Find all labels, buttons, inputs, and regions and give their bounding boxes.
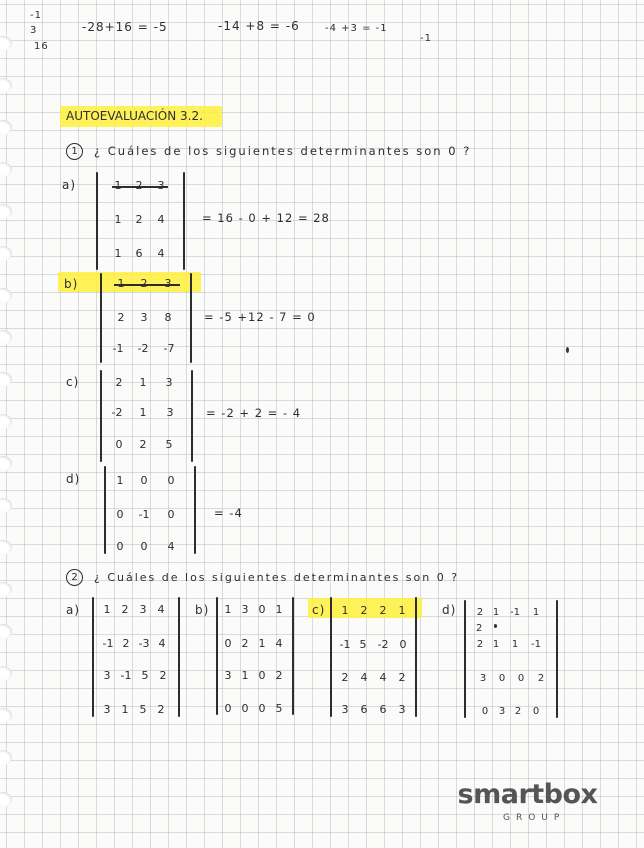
q1-a-bar-left (96, 172, 98, 270)
q2-b-bar-right (292, 597, 294, 715)
q2-a-bar-left (92, 597, 94, 717)
binding-hole (0, 36, 12, 51)
q2-d-row-3: 3 0 0 2 (479, 673, 545, 684)
q2-c-row-1: 1 2 2 1 (341, 604, 406, 617)
q2-a-row-2: -1 2 -3 4 (102, 637, 166, 650)
equation-3: -4 +3 = -1 (325, 23, 388, 34)
binding-hole (0, 624, 12, 639)
q1-a-row-2: 1 2 4 (114, 213, 165, 226)
q1-c-row-1: 2 1 3 (115, 376, 173, 389)
question-2-number: 2 (66, 569, 83, 586)
q1-c-result: = -2 + 2 = - 4 (206, 406, 302, 420)
q1-a-bar-right (183, 172, 185, 270)
q2-d-label: d) (442, 603, 457, 617)
q2-b-row-4: 0 0 0 5 (224, 702, 283, 715)
q1-c-row-2: -2 1 3 (111, 406, 174, 419)
section-heading: AUTOEVALUACIÓN 3.2. (66, 109, 203, 123)
q2-a-row-4: 3 1 5 2 (103, 703, 165, 716)
binding-hole (0, 372, 12, 387)
binding-hole (0, 78, 12, 93)
q2-a-bar-right (178, 597, 180, 717)
binding-hole (0, 330, 12, 345)
q1-b-result: = -5 +12 - 7 = 0 (204, 310, 316, 324)
q1-c-bar-left (100, 370, 102, 462)
q2-c-bar-right (415, 597, 417, 717)
question-2-text: ¿ Cuáles de los siguientes determinantes son 0 ? (94, 571, 460, 584)
q1-c-label: c) (66, 375, 80, 389)
q2-d-row-2: 2 1 1 -1 (476, 639, 541, 650)
q2-b-row-1: 1 3 0 1 (224, 603, 283, 616)
fraction-mid: 3 (30, 25, 38, 36)
equation-2: -14 +8 = -6 (218, 19, 300, 33)
binding-hole (0, 162, 12, 177)
q2-b-row-3: 3 1 0 2 (224, 669, 283, 682)
q2-b-bar-left (216, 597, 218, 715)
binding-hole (0, 750, 12, 765)
logo-wordmark: smartbox (457, 779, 598, 810)
equation-4: -1 (420, 33, 432, 44)
equation-1: -28+16 = -5 (82, 20, 168, 34)
binding-hole (0, 204, 12, 219)
binding-hole (0, 498, 12, 513)
q2-b-label: b) (195, 603, 210, 617)
q1-c-bar-right (191, 370, 193, 462)
q1-b-row-2: 2 3 8 (117, 311, 172, 324)
q1-d-result: = -4 (214, 506, 243, 520)
question-1-number: 1 (66, 143, 83, 160)
q1-a-row-1: 1 2 3 (114, 179, 165, 192)
q2-a-label: a) (66, 603, 81, 617)
q1-b-bar-right (190, 273, 192, 363)
q2-d-row-4: 0 3 2 0 (481, 706, 540, 717)
q2-c-label: c) (312, 603, 326, 617)
ink-dot (494, 624, 497, 628)
q1-d-row-1: 1 0 0 (116, 474, 175, 487)
q2-c-row-3: 2 4 4 2 (341, 671, 406, 684)
q1-a-label: a) (62, 178, 77, 192)
binding-hole (0, 708, 12, 723)
binding-holes (0, 0, 22, 848)
q2-c-bar-left (330, 597, 332, 717)
q1-d-bar-left (104, 466, 106, 554)
binding-hole (0, 246, 12, 261)
q1-d-row-2: 0 -1 0 (116, 508, 175, 521)
q1-a-row-3: 1 6 4 (114, 247, 165, 260)
ink-mark (566, 347, 569, 353)
q2-c-row-2: -1 5 -2 0 (339, 638, 407, 651)
q1-a-result: = 16 - 0 + 12 = 28 (202, 211, 330, 225)
q1-b-bar-left (100, 273, 102, 363)
smartbox-logo (455, 780, 600, 823)
q1-d-row-3: 0 0 4 (116, 540, 175, 553)
q1-b-label: b) (64, 277, 79, 291)
q2-d-bar-right (556, 600, 558, 718)
q1-c-row-3: 0 2 5 (115, 438, 173, 451)
q1-d-bar-right (194, 466, 196, 554)
binding-hole (0, 582, 12, 597)
q2-d-row-1: 2 1 -1 1 (476, 607, 540, 618)
q2-c-row-4: 3 6 6 3 (341, 703, 406, 716)
q1-b-row-3: -1 -2 -7 (112, 342, 175, 355)
q2-d-extra-digit: 2 (476, 623, 484, 634)
q2-a-row-1: 1 2 3 4 (103, 603, 165, 616)
binding-hole (0, 540, 12, 555)
fraction-bottom: 16 (34, 41, 49, 52)
fraction-top: -1 (30, 10, 42, 21)
q2-a-row-3: 3 -1 5 2 (103, 669, 167, 682)
q1-b-row-1: 1 2 3 (117, 277, 172, 290)
binding-hole (0, 120, 12, 135)
binding-hole (0, 456, 12, 471)
binding-hole (0, 414, 12, 429)
binding-hole (0, 288, 12, 303)
binding-hole (0, 666, 12, 681)
q1-d-label: d) (66, 472, 81, 486)
binding-hole (0, 792, 12, 807)
question-1-text: ¿ Cuáles de los siguientes determinantes son 0 ? (94, 144, 472, 158)
q2-d-bar-left (464, 600, 466, 718)
logo-subtitle: GROUP (503, 813, 566, 823)
q2-b-row-2: 0 2 1 4 (224, 637, 283, 650)
